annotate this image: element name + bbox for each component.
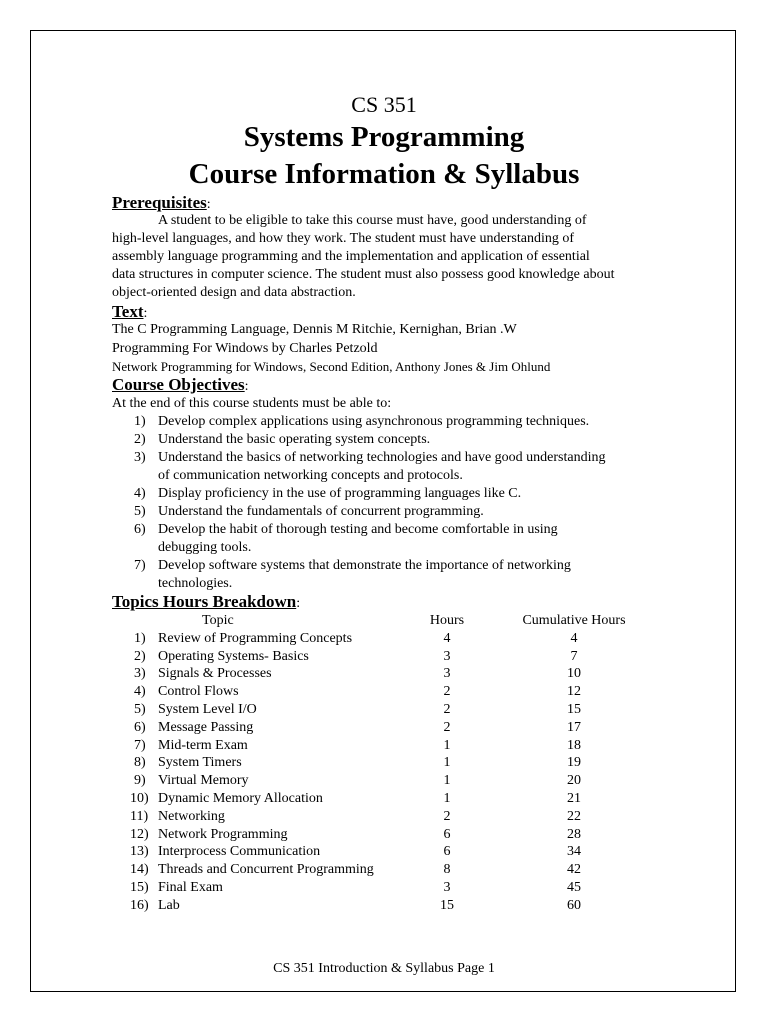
topic-number: 2) xyxy=(134,648,146,664)
prerequisites-line: assembly language programming and the implementation and application of essential xyxy=(112,249,590,264)
column-header-cumulative: Cumulative Hours xyxy=(522,613,626,628)
topic-cumulative-hours: 34 xyxy=(567,844,581,860)
topic-hours: 1 xyxy=(443,737,451,753)
topic-number: 16) xyxy=(130,897,149,913)
topic-cumulative-hours: 12 xyxy=(567,684,581,700)
topic-name: System Level I/O xyxy=(158,701,257,717)
table-row xyxy=(112,790,652,808)
topic-cumulative-hours: 22 xyxy=(567,808,581,824)
column-header-hours: Hours xyxy=(429,613,465,628)
topic-number: 12) xyxy=(130,826,149,842)
topic-number: 3) xyxy=(134,666,146,682)
topic-number: 11) xyxy=(130,808,149,824)
table-row xyxy=(112,879,652,897)
topic-cumulative-hours: 15 xyxy=(567,701,581,717)
topic-hours: 8 xyxy=(443,862,451,878)
topic-name: Mid-term Exam xyxy=(158,737,248,753)
topic-hours: 6 xyxy=(443,826,451,842)
table-row xyxy=(112,683,652,701)
table-header-row xyxy=(112,612,652,630)
topic-cumulative-hours: 4 xyxy=(570,630,578,646)
topic-number: 7) xyxy=(134,737,146,753)
topic-cumulative-hours: 18 xyxy=(567,737,581,753)
page-subtitle: Course Information & Syllabus xyxy=(188,158,580,190)
topic-name: Threads and Concurrent Programming xyxy=(158,862,374,878)
objectives-list xyxy=(112,413,652,593)
topic-cumulative-hours: 19 xyxy=(567,755,581,771)
objective-item: 7) Develop software systems that demonstrate the importance of networking technologies. xyxy=(134,558,571,591)
topic-number: 14) xyxy=(130,862,149,878)
table-row xyxy=(112,772,652,790)
topic-name: Review of Programming Concepts xyxy=(158,630,353,646)
topic-number: 4) xyxy=(134,684,146,700)
topic-hours: 2 xyxy=(443,684,451,700)
topic-hours: 3 xyxy=(443,879,451,895)
textbook-item: Programming For Windows by Charles Petzold xyxy=(112,341,378,356)
table-row xyxy=(112,861,652,879)
topic-number: 13) xyxy=(130,844,149,860)
topic-number: 9) xyxy=(134,773,146,789)
topic-cumulative-hours: 17 xyxy=(567,719,581,735)
topic-cumulative-hours: 28 xyxy=(567,826,581,842)
topic-name: Dynamic Memory Allocation xyxy=(158,790,323,806)
topic-name: Message Passing xyxy=(158,719,254,735)
page-footer: CS 351 Introduction & Syllabus Page 1 xyxy=(273,961,495,976)
table-row xyxy=(112,754,652,772)
topic-hours: 1 xyxy=(443,755,451,771)
textbook-item: Network Programming for Windows, Second Edition, Anthony Jones & Jim Ohlund xyxy=(112,359,551,374)
topic-cumulative-hours: 20 xyxy=(567,773,581,789)
page-title: Systems Programming xyxy=(243,121,525,153)
topic-hours: 3 xyxy=(443,648,451,664)
table-row xyxy=(112,826,652,844)
topic-name: Virtual Memory xyxy=(158,773,249,789)
topic-name: Networking xyxy=(158,808,225,824)
table-row xyxy=(112,737,652,755)
topic-number: 5) xyxy=(134,701,146,717)
topic-rows xyxy=(112,630,652,915)
objectives-heading: Course Objectives: xyxy=(112,375,249,394)
topic-hours: 2 xyxy=(443,701,451,717)
textbook-item: The C Programming Language, Dennis M Ritchie, Kernighan, Brian .W xyxy=(112,322,517,337)
topic-name: Final Exam xyxy=(158,879,223,895)
topic-number: 1) xyxy=(134,630,146,646)
topics-heading: Topics Hours Breakdown: xyxy=(112,592,301,611)
topic-cumulative-hours: 42 xyxy=(567,862,581,878)
prerequisites-paragraph xyxy=(112,212,662,302)
prerequisites-line: A student to be eligible to take this course must have, good understanding of xyxy=(158,213,587,228)
topic-cumulative-hours: 45 xyxy=(567,879,581,895)
topic-hours: 6 xyxy=(443,844,451,860)
table-row xyxy=(112,897,652,915)
table-row xyxy=(112,630,652,648)
objective-item: 2) Understand the basic operating system concepts. xyxy=(134,432,431,447)
objectives-intro: At the end of this course students must be able to: xyxy=(112,396,392,411)
topic-name: Operating Systems- Basics xyxy=(158,648,309,664)
topic-hours: 15 xyxy=(440,897,454,913)
topic-hours: 3 xyxy=(443,666,451,682)
table-row xyxy=(112,843,652,861)
prerequisites-line: data structures in computer science. The student must also possess good knowledge about xyxy=(112,267,615,282)
table-row xyxy=(112,648,652,666)
topic-hours: 1 xyxy=(443,773,451,789)
objective-item: 3) Understand the basics of networking technologies and have good understanding of communication networking concepts and protocols. xyxy=(134,450,606,483)
topic-cumulative-hours: 60 xyxy=(567,897,581,913)
table-row xyxy=(112,665,652,683)
table-row xyxy=(112,701,652,719)
topics-table xyxy=(112,612,652,915)
topic-name: System Timers xyxy=(158,755,242,771)
column-header-topic: Topic xyxy=(202,613,234,628)
topic-name: Network Programming xyxy=(158,826,288,842)
topic-name: Interprocess Communication xyxy=(158,844,321,860)
objective-item: 6) Develop the habit of thorough testing and become comfortable in using debugging tools. xyxy=(134,522,558,555)
topic-name: Lab xyxy=(158,897,180,913)
course-code: CS 351 xyxy=(351,92,417,117)
topic-hours: 2 xyxy=(443,808,451,824)
table-row xyxy=(112,808,652,826)
objective-item: 1) Develop complex applications using asynchronous programming techniques. xyxy=(134,414,590,429)
prerequisites-heading: Prerequisites: xyxy=(112,193,211,212)
topic-number: 10) xyxy=(130,790,149,806)
text-heading: Text: xyxy=(112,302,148,321)
topic-number: 8) xyxy=(134,755,146,771)
objective-item: 5) Understand the fundamentals of concurrent programming. xyxy=(134,504,484,519)
topic-hours: 4 xyxy=(443,630,451,646)
topic-hours: 1 xyxy=(443,790,451,806)
objective-item: 4) Display proficiency in the use of programming languages like C. xyxy=(134,486,522,501)
prerequisites-line: high-level languages, and how they work. The student must have understanding of xyxy=(112,231,575,246)
topic-cumulative-hours: 21 xyxy=(567,790,581,806)
topic-number: 15) xyxy=(130,879,149,895)
table-row xyxy=(112,719,652,737)
topic-number: 6) xyxy=(134,719,146,735)
prerequisites-line: object-oriented design and data abstraction. xyxy=(112,285,356,300)
topic-cumulative-hours: 7 xyxy=(570,648,578,664)
topic-name: Signals & Processes xyxy=(158,666,272,682)
topic-name: Control Flows xyxy=(158,684,239,700)
topic-cumulative-hours: 10 xyxy=(567,666,581,682)
topic-hours: 2 xyxy=(443,719,451,735)
